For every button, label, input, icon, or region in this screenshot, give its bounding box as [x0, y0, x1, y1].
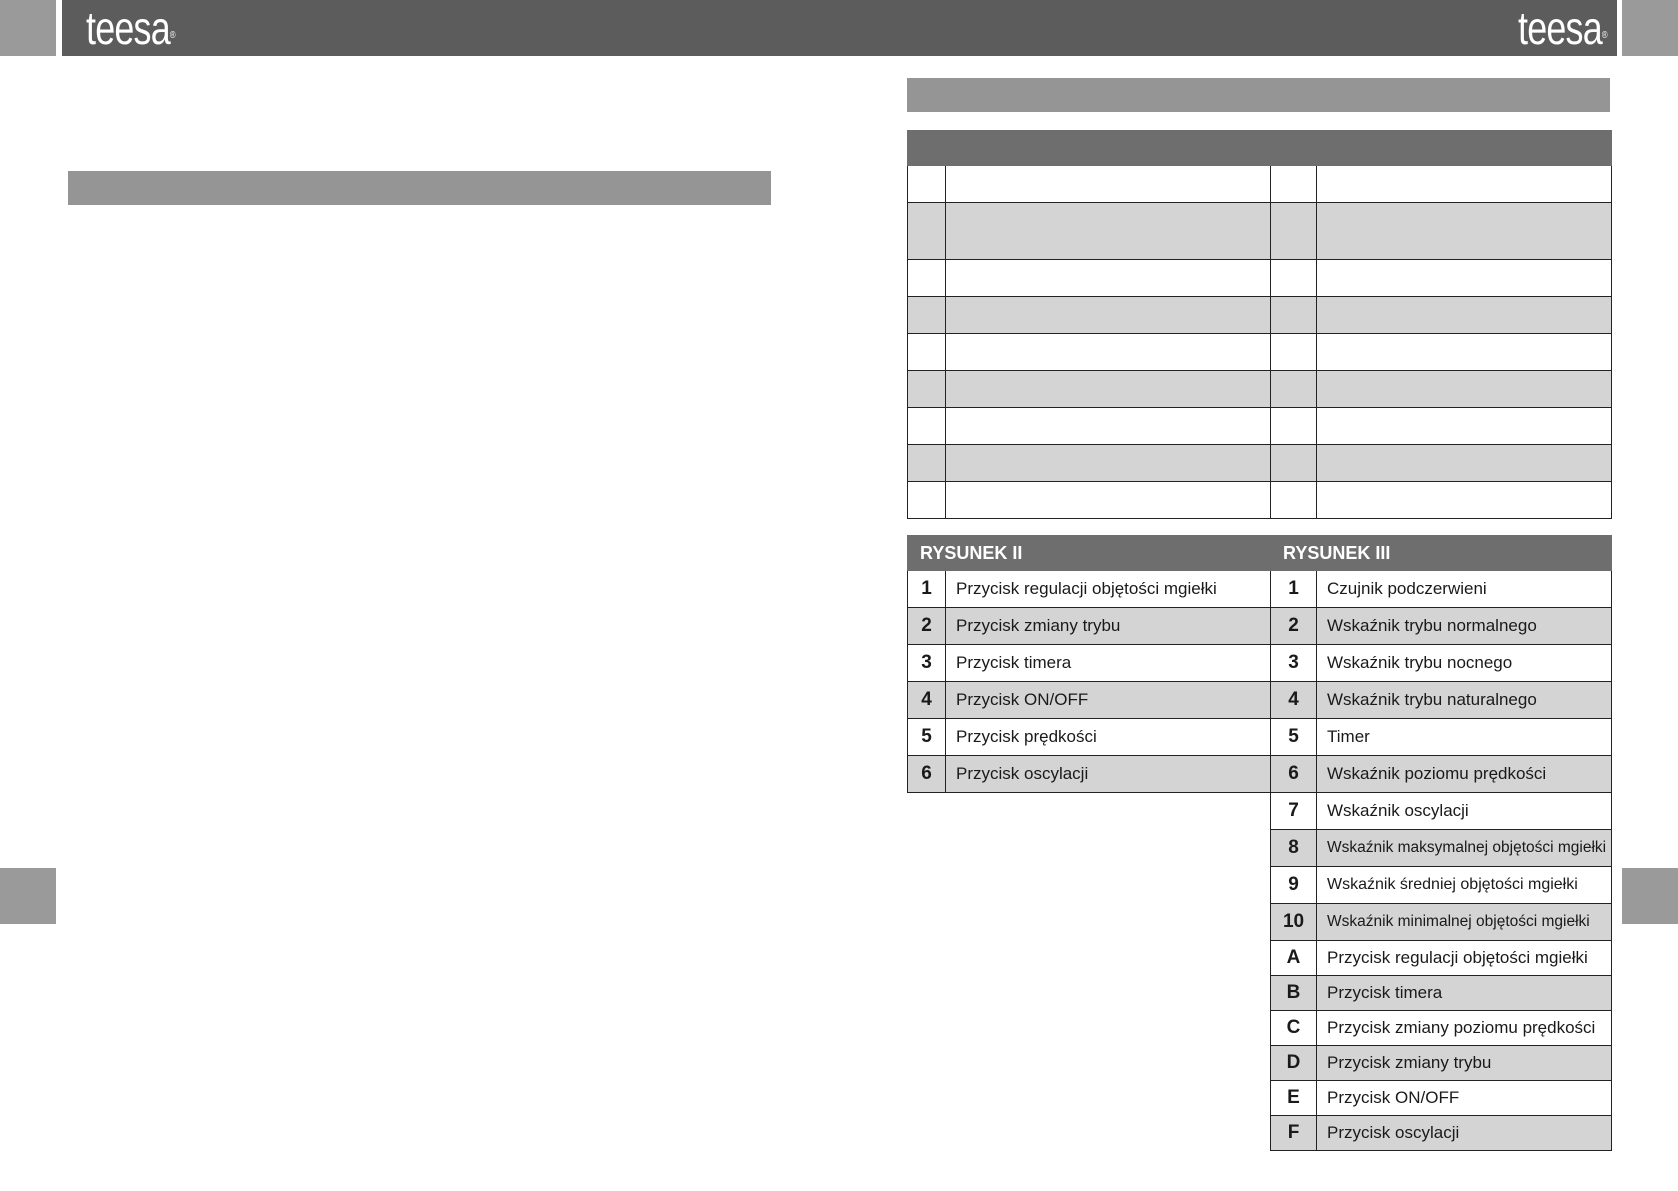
rysunek-iii-label: Przycisk regulacji objętości mgiełki	[1317, 941, 1612, 976]
table-row	[908, 867, 1612, 904]
rysunek-ii-label: Przycisk prędkości	[946, 719, 1271, 756]
rysunek-iii-label: Przycisk ON/OFF	[1317, 1081, 1612, 1116]
table-row	[908, 682, 1612, 719]
table-row	[908, 1011, 1612, 1046]
rysunek-iii-num: 5	[1271, 719, 1317, 756]
rysunek-iii-label: Wskaźnik maksymalnej objętości mgiełki	[1317, 830, 1612, 867]
table-row	[908, 976, 1612, 1011]
table-row	[908, 1046, 1612, 1081]
rysunek-iii-num: 2	[1271, 608, 1317, 645]
table-row	[908, 166, 1612, 203]
rysunek-ii-label: Przycisk zmiany trybu	[946, 608, 1271, 645]
rysunek-ii-header: RYSUNEK II	[908, 536, 1271, 571]
rysunek-iii-num: 1	[1271, 571, 1317, 608]
rysunek-iii-label: Czujnik podczerwieni	[1317, 571, 1612, 608]
rysunek-iii-num: C	[1271, 1011, 1317, 1046]
rysunek-i-header	[908, 131, 1612, 166]
rysunek-iii-label: Timer	[1317, 719, 1612, 756]
rysunek-iii-num: 9	[1271, 867, 1317, 904]
rysunek-iii-label: Przycisk zmiany trybu	[1317, 1046, 1612, 1081]
left-section-bar	[68, 171, 771, 205]
rysunek-iii-num: 4	[1271, 682, 1317, 719]
table-row	[908, 371, 1612, 408]
brand-logo-left-text: teesa	[86, 2, 170, 54]
rysunek-ii-label: Przycisk oscylacji	[946, 756, 1271, 793]
rysunek-iii-num: 3	[1271, 645, 1317, 682]
table-row	[908, 756, 1612, 793]
rysunek-i-table	[907, 130, 1612, 519]
table-row	[908, 904, 1612, 941]
rysunek-iii-label: Przycisk oscylacji	[1317, 1116, 1612, 1151]
rysunek-ii-num: 4	[908, 682, 946, 719]
brand-logo-right-text: teesa	[1518, 2, 1602, 54]
table-row	[908, 445, 1612, 482]
table-row	[908, 1081, 1612, 1116]
table-row	[908, 645, 1612, 682]
table-row	[908, 482, 1612, 519]
left-edge-tab-bottom	[0, 868, 56, 924]
rysunek-iii-num: 10	[1271, 904, 1317, 941]
rysunek-ii-num: 5	[908, 719, 946, 756]
right-edge-tab-top	[1622, 0, 1678, 56]
table-row	[908, 408, 1612, 445]
rysunek-iii-num: E	[1271, 1081, 1317, 1116]
rysunek-iii-header: RYSUNEK III	[1271, 536, 1612, 571]
rysunek-iii-num: D	[1271, 1046, 1317, 1081]
rysunek-ii-num: 3	[908, 645, 946, 682]
rysunek-iii-label: Wskaźnik trybu naturalnego	[1317, 682, 1612, 719]
table-row	[908, 571, 1612, 608]
rysunek-iii-label: Wskaźnik poziomu prędkości	[1317, 756, 1612, 793]
rysunek-iii-num: A	[1271, 941, 1317, 976]
rysunek-ii-num: 1	[908, 571, 946, 608]
table-row	[908, 608, 1612, 645]
rysunek-ii-label: Przycisk timera	[946, 645, 1271, 682]
left-edge-tab-top	[0, 0, 56, 56]
rysunek-iii-num: 6	[1271, 756, 1317, 793]
rysunek-iii-label: Przycisk timera	[1317, 976, 1612, 1011]
rysunek-iii-label: Wskaźnik trybu nocnego	[1317, 645, 1612, 682]
rysunek-iii-num: B	[1271, 976, 1317, 1011]
table-row	[908, 719, 1612, 756]
brand-logo-right: teesa®	[1518, 2, 1607, 54]
table-row	[908, 941, 1612, 976]
table-row	[908, 1116, 1612, 1151]
rysunek-iii-label: Wskaźnik średniej objętości mgiełki	[1317, 867, 1612, 904]
right-edge-tab-bottom	[1622, 868, 1678, 924]
brand-logo-left: teesa®	[86, 2, 175, 54]
page-header-bar	[62, 0, 1617, 56]
rysunek-iii-label: Wskaźnik trybu normalnego	[1317, 608, 1612, 645]
right-section-bar	[907, 78, 1610, 112]
rysunek-ii-iii-table	[907, 535, 1612, 1151]
table-row	[908, 297, 1612, 334]
rysunek-iii-num: 8	[1271, 830, 1317, 867]
rysunek-iii-label: Przycisk zmiany poziomu prędkości	[1317, 1011, 1612, 1046]
rysunek-iii-num: 7	[1271, 793, 1317, 830]
table-row	[908, 203, 1612, 260]
table-row	[908, 830, 1612, 867]
rysunek-ii-num: 2	[908, 608, 946, 645]
rysunek-iii-label: Wskaźnik oscylacji	[1317, 793, 1612, 830]
rysunek-iii-label: Wskaźnik minimalnej objętości mgiełki	[1317, 904, 1612, 941]
rysunek-ii-label: Przycisk regulacji objętości mgiełki	[946, 571, 1271, 608]
table-row	[908, 793, 1612, 830]
rysunek-iii-num: F	[1271, 1116, 1317, 1151]
rysunek-ii-label: Przycisk ON/OFF	[946, 682, 1271, 719]
rysunek-ii-num: 6	[908, 756, 946, 793]
table-row	[908, 260, 1612, 297]
table-row	[908, 334, 1612, 371]
